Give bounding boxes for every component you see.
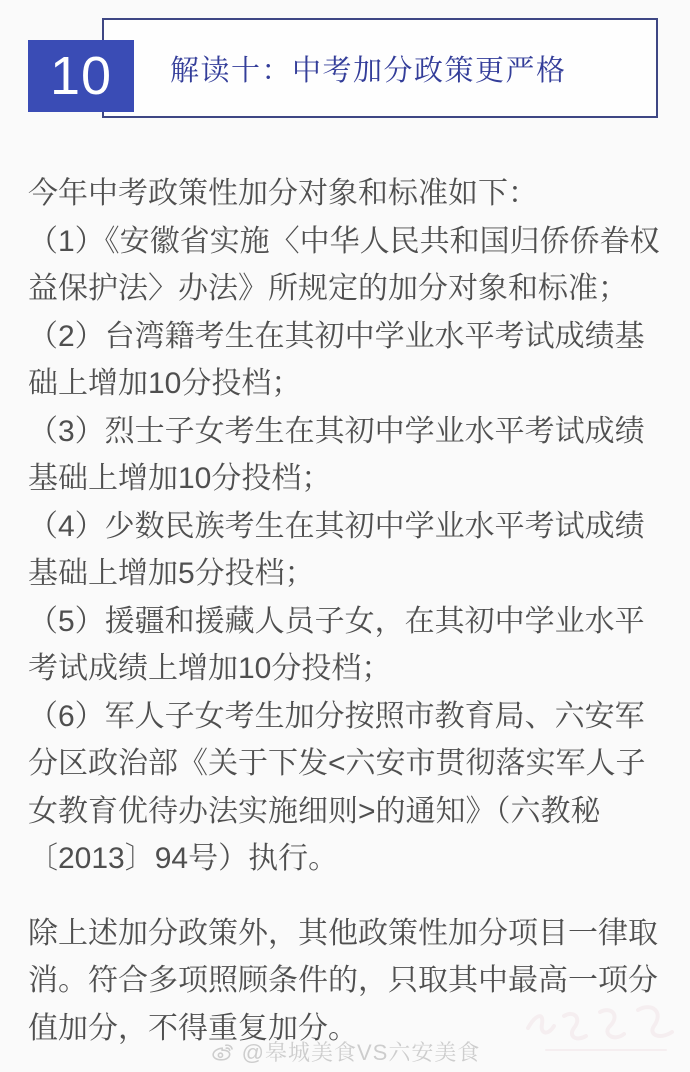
section-title: 解读十：中考加分政策更严格 <box>170 54 567 87</box>
title-box <box>102 18 658 118</box>
policy-line: （3）烈士子女考生在其初中学业水平考试成绩 <box>28 414 645 448</box>
section-number-badge <box>28 40 134 112</box>
policy-text <box>0 170 690 1052</box>
watermark <box>210 1036 481 1067</box>
policy-line: （6）军人子女考生加分按照市教育局、六安军 <box>28 699 645 733</box>
weibo-icon <box>210 1040 236 1064</box>
policy-line: 基础上增加10分投档； <box>28 462 332 495</box>
section-number: 10 <box>49 46 113 106</box>
policy-line: （2）台湾籍考生在其初中学业水平考试成绩基 <box>28 319 645 353</box>
policy-line: （1）《安徽省实施〈中华人民共和国归侨侨眷权 <box>28 224 660 258</box>
policy-lines <box>28 170 662 883</box>
policy-line: 分区政治部《关于下发<六安市贯彻落实军人子 <box>28 747 646 780</box>
section-header <box>0 0 690 150</box>
closing-line: 值加分，不得重复加分。 <box>28 1011 358 1045</box>
watermark-handle: @皋城美食VS六安美食 <box>241 1040 481 1065</box>
policy-line: 〔2013〕94号）执行。 <box>28 842 339 875</box>
closing-line: 消。符合多项照顾条件的，只取其中最高一项分 <box>28 964 658 997</box>
closing-line: 除上述加分政策外，其他政策性加分项目一律取 <box>28 916 658 950</box>
policy-line: 考试成绩上增加10分投档； <box>28 652 392 685</box>
policy-line: 础上增加10分投档； <box>28 367 302 400</box>
policy-line: （5）援疆和援藏人员子女，在其初中学业水平 <box>28 604 645 638</box>
policy-line: 女教育优待办法实施细则>的通知》（六教秘 <box>28 794 601 828</box>
policy-line: 今年中考政策性加分对象和标准如下： <box>28 177 538 210</box>
closing-paragraph <box>28 910 662 1053</box>
policy-line: 益保护法〉办法》所规定的加分对象和标准； <box>28 272 628 305</box>
policy-line: （4）少数民族考生在其初中学业水平考试成绩 <box>28 509 645 543</box>
policy-line: 基础上增加5分投档； <box>28 557 315 590</box>
